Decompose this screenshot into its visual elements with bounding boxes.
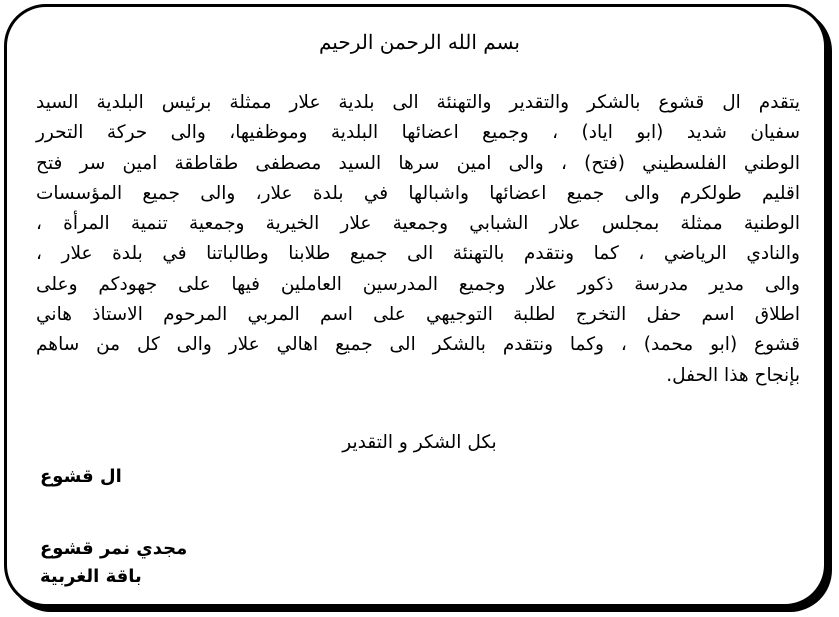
body-line: والى مدير مدرسة ذكور علار وجميع المدرسين العاملين فيها على جهودكم وعلى xyxy=(36,273,800,295)
signature-place: باقة الغربية xyxy=(40,566,142,587)
body-paragraph xyxy=(36,88,800,391)
signature-name: مجدي نمر قشوع xyxy=(40,538,188,559)
body-line: الوطني الفلسطيني (فتح) ، والى امين سرها السيد مصطفى طقاطقة امين سر فتح xyxy=(36,152,800,174)
body-line: قشوع (ابو محمد) ، وكما ونتقدم بالشكر الى جميع اهالي علار والى كل من ساهم xyxy=(36,334,800,356)
body-line: اطلاق اسم حفل التخرج لطلبة التوجيهي على اسم المربي المرحوم الاستاذ هاني xyxy=(36,304,800,326)
body-line: الوطنية ممثلة بمجلس علار الشبابي وجمعية علار الخيرية وجمعية تنمية المرأة ، xyxy=(36,213,800,235)
body-line: والنادي الرياضي ، كما ونتقدم بالتهنئة الى جميع طلابنا وطالباتنا في بلدة علار ، xyxy=(36,243,800,265)
body-line: بإنجاح هذا الحفل. xyxy=(666,364,800,386)
body-line: اقليم طولكرم والى جميع اعضائها واشبالها في بلدة علار، والى جميع المؤسسات xyxy=(36,182,800,204)
bismillah-heading: بسم الله الرحمن الرحيم xyxy=(318,30,520,54)
body-line: سفيان شديد (ابو اياد) ، وجميع اعضائها البلدية وموظفيها، والى حركة التحرر xyxy=(36,122,800,144)
signature-family: ال قشوع xyxy=(40,466,122,487)
body-line: يتقدم ال قشوع بالشكر والتقدير والتهنئة الى بلدية علار ممثلة برئيس البلدية السيد xyxy=(36,92,800,113)
closing-thanks: بكل الشكر و التقدير xyxy=(342,432,497,453)
